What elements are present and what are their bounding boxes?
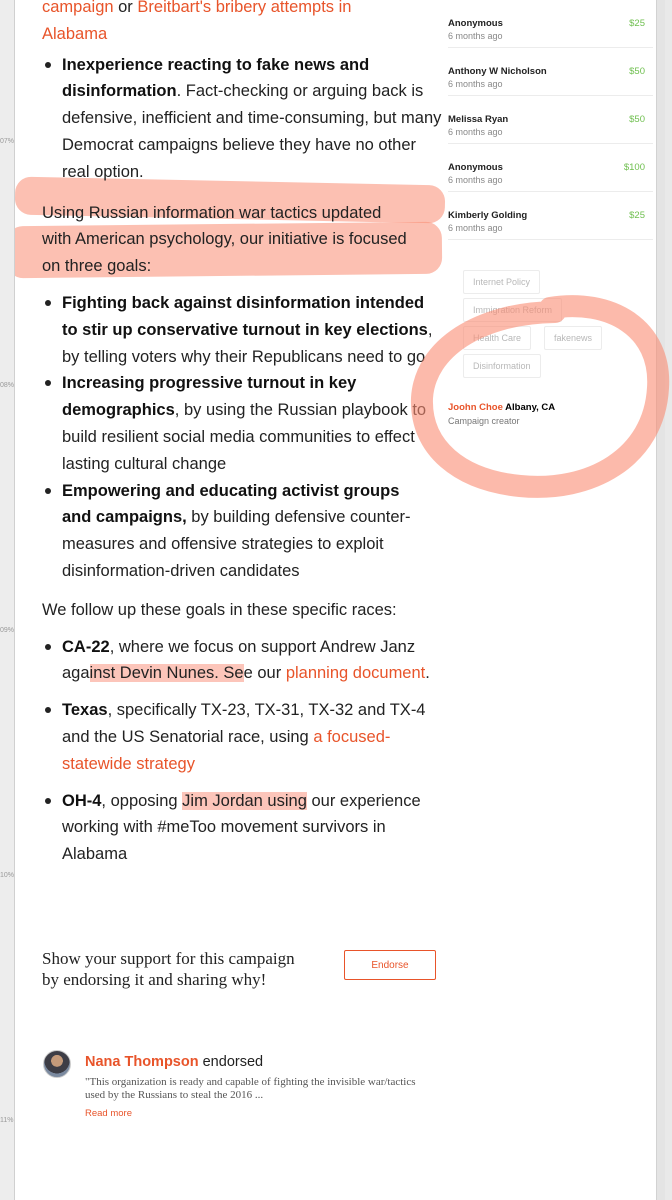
list-item	[42, 634, 442, 688]
list-item	[42, 370, 442, 477]
creator-line	[448, 402, 555, 413]
tag-health-care[interactable]: Health Care	[463, 326, 531, 350]
support-section	[42, 948, 462, 990]
campaign-description	[42, 0, 442, 868]
race-text: , where we focus on support Andrew Janz aga	[62, 637, 416, 683]
goals-list	[42, 290, 442, 585]
intro-paragraph	[42, 0, 442, 48]
race-text: , opposing	[101, 791, 183, 810]
problems-list	[42, 52, 442, 186]
ruler-mark: 07%	[0, 138, 15, 145]
race-bold: CA-22	[62, 637, 110, 656]
endorsement-quote: "This organization is ready and capable of fighting the invisible war/tactics used by the Russians to steal the 2016 ...	[85, 1076, 416, 1101]
donor-name: Kimberly Golding	[448, 210, 528, 221]
marker-highlight: inst Devin Nunes. Se	[89, 664, 244, 683]
donor-amount: $50	[629, 114, 645, 125]
endorser-line	[85, 1054, 263, 1070]
race-text: our experience working with #meToo movement survivors in Alabama	[62, 791, 421, 864]
avatar[interactable]	[43, 1050, 71, 1078]
donor-time: 6 months ago	[448, 31, 503, 41]
left-ruler	[0, 0, 14, 1200]
list-item	[42, 52, 442, 186]
race-text: .	[425, 664, 430, 683]
goals-intro: Using Russian information war tactics updated with American psychology, our initiative is focused on three goals:	[42, 203, 407, 276]
donor-name: Anthony W Nicholson	[448, 66, 547, 77]
endorse-button[interactable]: Endorse	[344, 950, 436, 980]
donor-item	[448, 0, 653, 48]
donor-time: 6 months ago	[448, 175, 503, 185]
donor-amount: $25	[629, 18, 645, 29]
donor-time: 6 months ago	[448, 79, 503, 89]
list-item	[42, 478, 442, 585]
ruler-mark: 10%	[0, 872, 15, 879]
donor-item	[448, 144, 653, 192]
endorser-name-link[interactable]: Nana Thompson	[85, 1054, 199, 1070]
donor-item	[448, 48, 653, 96]
endorsed-label: endorsed	[198, 1054, 264, 1070]
race-text: e our	[243, 664, 286, 683]
race-bold: OH-4	[62, 791, 102, 810]
creator-role: Campaign creator	[448, 416, 520, 426]
tag-disinformation[interactable]: Disinformation	[463, 354, 541, 378]
support-text: Show your support for this campaign by endorsing it and sharing why!	[42, 949, 295, 989]
bullet-text: . Fact-checking or arguing back is defensive, inefficient and time-consuming, but many Democrat campaigns believe they have no other real option.	[62, 82, 442, 181]
creator-location: Albany, CA	[502, 402, 556, 413]
tag-internet-policy[interactable]: Internet Policy	[463, 270, 540, 294]
tag-immigration-reform[interactable]: Immigration Reform	[463, 298, 562, 322]
donor-name: Anonymous	[448, 162, 503, 173]
goal-text: , by telling voters why their Republicans need to go	[62, 320, 433, 366]
goal-bold: Fighting back against disinformation intended to stir up conservative turnout in key elections	[62, 293, 428, 339]
races-intro: We follow up these goals in these specific races:	[42, 600, 397, 619]
ruler-mark: 09%	[0, 627, 15, 634]
list-item	[42, 788, 442, 868]
donor-name: Anonymous	[448, 18, 503, 29]
donor-amount: $25	[629, 210, 645, 221]
ruler-mark: 11%	[0, 1117, 14, 1124]
list-item	[42, 697, 442, 777]
donor-name: Melissa Ryan	[448, 114, 509, 125]
intro-text: or	[113, 0, 138, 16]
donor-item	[448, 96, 653, 144]
race-text: , specifically TX-23, TX-31, TX-32 and TX-4 and the US Senatorial race, using	[62, 701, 426, 746]
planning-document-link[interactable]: planning document	[285, 664, 426, 683]
donor-item	[448, 192, 653, 240]
marker-highlight: Jim Jordan using	[182, 791, 307, 810]
page-edge	[656, 0, 665, 1200]
document-page	[14, 0, 665, 1200]
donor-time: 6 months ago	[448, 127, 503, 137]
tag-fakenews[interactable]: fakenews	[544, 326, 602, 350]
goal-text: , by using the Russian playbook to build resilient social media communities to effect lasting cultural change	[62, 401, 427, 473]
read-more-link[interactable]: Read more	[85, 1108, 132, 1119]
bullet-bold: Inexperience reacting to fake news and disinformation	[62, 55, 370, 101]
alabama-link[interactable]: Alabama	[42, 24, 108, 43]
breitbart-link[interactable]: Breitbart's bribery attempts in	[137, 0, 352, 16]
donor-amount: $100	[623, 162, 645, 173]
race-bold: Texas	[62, 701, 108, 720]
goal-bold: Increasing progressive turnout in key demographics	[62, 374, 357, 420]
list-item	[42, 290, 442, 370]
donor-time: 6 months ago	[448, 223, 503, 233]
races-list	[42, 634, 442, 868]
ruler-mark: 08%	[0, 382, 15, 389]
creator-name-link[interactable]: Joohn Choe	[448, 402, 503, 413]
statewide-strategy-link[interactable]: a focused-statewide strategy	[62, 727, 391, 773]
goal-bold: Empowering and educating activist groups and campaigns,	[62, 481, 400, 527]
campaign-link[interactable]: campaign	[42, 0, 114, 16]
donor-amount: $50	[629, 66, 645, 77]
goal-text: by building defensive counter-measures and offensive strategies to exploit disinformation-driven candidates	[62, 508, 411, 580]
